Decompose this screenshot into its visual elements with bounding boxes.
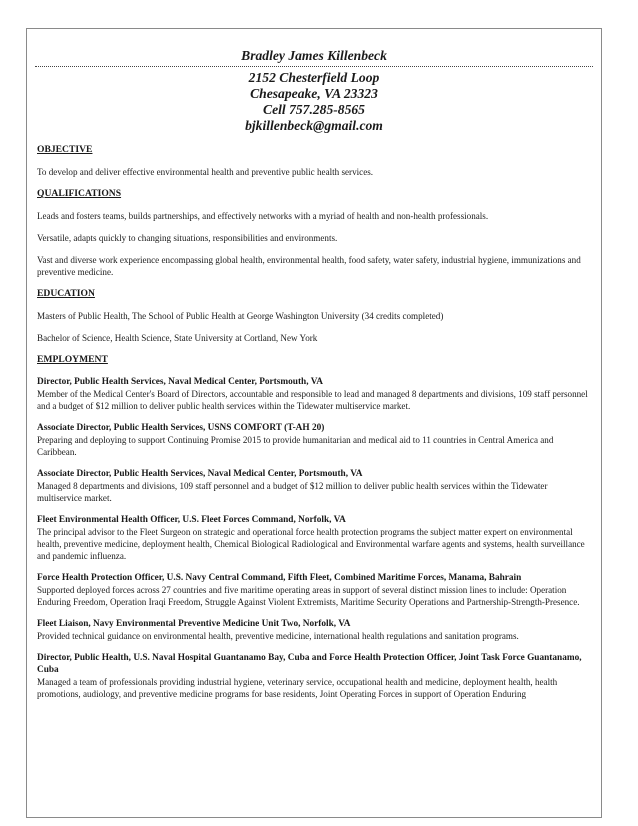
job-title: Force Health Protection Officer, U.S. Navy Central Command, Fifth Fleet, Combined Maritime Forces, Manama, Bahrain [37,573,522,583]
employment-entry [37,468,591,504]
resume-header [27,48,601,134]
section-title-employment: EMPLOYMENT [37,354,108,365]
job-title: Associate Director, Public Health Services, Naval Medical Center, Portsmouth, VA [37,469,363,479]
section-title-qualifications: QUALIFICATIONS [37,188,122,199]
job-title: Director, Public Health Services, Naval Medical Center, Portsmouth, VA [37,377,323,387]
job-description: Provided technical guidance on environmental health, preventive medicine, international health regulations and sanitation programs. [37,631,519,641]
objective-text: To develop and deliver effective environmental health and preventive public health services. [37,167,374,177]
email-address[interactable]: bjkillenbeck@gmail.com [245,118,383,133]
employment-entry [37,572,591,608]
job-title: Fleet Environmental Health Officer, U.S. Fleet Forces Command, Norfolk, VA [37,515,346,525]
section-title-objective: OBJECTIVE [37,144,93,155]
resume-body [27,144,601,700]
phone-number: Cell 757.285-8565 [263,102,365,117]
job-description: Managed 8 departments and divisions, 109 staff personnel and a budget of $12 million to deliver public health services within the Tidewater multiservice market. [37,481,548,503]
education-item: Bachelor of Science, Health Science, State University at Cortland, New York [37,333,318,343]
address-line-2: Chesapeake, VA 23323 [250,86,378,101]
qualification-item: Leads and fosters teams, builds partnerships, and effectively networks with a myriad of health and non-health professionals. [37,211,489,221]
job-title: Fleet Liaison, Navy Environmental Preventive Medicine Unit Two, Norfolk, VA [37,619,351,629]
employment-entry [37,618,591,642]
job-description: The principal advisor to the Fleet Surgeon on strategic and operational force health protection programs the subject matter expert on environmental health, preventive medicine, deployment health, Chemical Biological Radiological and Environmental warfare agents and systems, health surveillance and pandemic influenza. [37,527,585,561]
applicant-name: Bradley James Killenbeck [35,48,593,67]
employment-entry [37,422,591,458]
qualification-item: Vast and diverse work experience encompassing global health, environmental health, food safety, water safety, industrial hygiene, immunizations and preventive medicine. [37,255,581,277]
job-title: Associate Director, Public Health Services, USNS COMFORT (T-AH 20) [37,423,325,433]
employment-entry [37,514,591,562]
job-title: Director, Public Health, U.S. Naval Hospital Guantanamo Bay, Cuba and Force Health Protection Officer, Joint Task Force Guantanamo, Cuba [37,653,582,675]
resume-page [26,28,602,818]
job-description: Supported deployed forces across 27 countries and five maritime operating areas in support of several distinct mission lines to include: Operation Enduring Freedom, Operation Iraqi Freedom, Struggle Against Violent Extremists, Maritime Security Operations and Partnership-Strength-Presence. [37,585,580,607]
section-title-education: EDUCATION [37,288,95,299]
employment-entry [37,376,591,412]
education-item: Masters of Public Health, The School of Public Health at George Washington University (34 credits completed) [37,311,444,321]
address-line-1: 2152 Chesterfield Loop [248,70,380,85]
job-description: Preparing and deploying to support Continuing Promise 2015 to provide humanitarian and medical aid to 11 countries in Central America and Caribbean. [37,435,554,457]
job-description: Managed a team of professionals providing industrial hygiene, veterinary service, occupational health and medicine, deployment health, health promotions, audiology, and preventive medicine programs for base residents, Joint Operating Forces in support of Operation Enduring [37,677,558,699]
qualification-item: Versatile, adapts quickly to changing situations, responsibilities and environments. [37,233,338,243]
employment-entry [37,652,591,700]
job-description: Member of the Medical Center's Board of Directors, accountable and responsible to lead and managed 8 departments and divisions, 109 staff personnel and a budget of $12 million to deliver public health services within the Tidewater multiservice market. [37,389,588,411]
